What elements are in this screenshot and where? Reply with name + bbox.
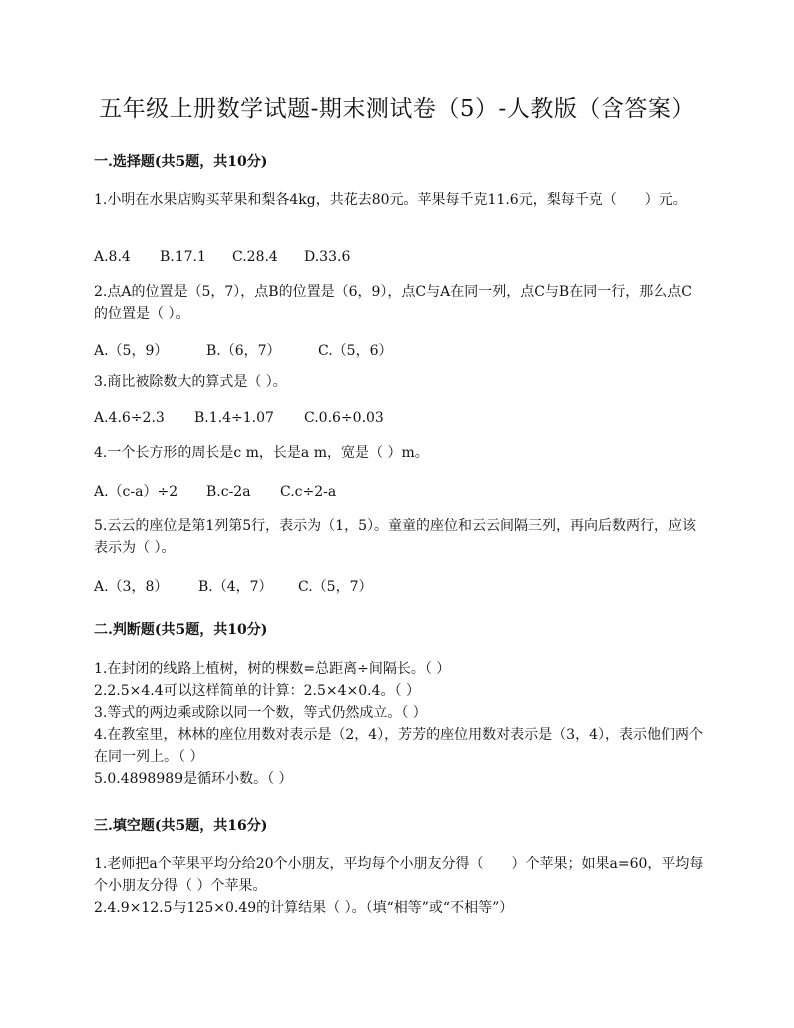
- section-heading-fill: 三.填空题(共5题，共16分): [94, 818, 268, 834]
- judgment-item: 2.2.5×4.4可以这样简单的计算：2.5×4×0.4。（ ）: [94, 683, 420, 699]
- question-text: 2.点A的位置是（5，7），点B的位置是（6，9），点C与A在同一列，点C与B在同一行，那么点C的位置是（ ）。: [94, 284, 692, 322]
- page-title: 五年级上册数学试题-期末测试卷（5）-人教版（含答案）: [99, 96, 695, 122]
- option-b: B.c-2a: [206, 484, 251, 500]
- question-text: 5.云云的座位是第1列第5行，表示为（1，5）。童童的座位和云云间隔三列，再向后数两行，应该表示为（ ）。: [94, 518, 696, 556]
- option-b: B.17.1: [160, 249, 206, 265]
- judgment-item: 4.在教室里，林林的座位用数对表示是（2，4），芳芳的座位用数对表示是（3，4），表示他们两个在同一列上。（ ）: [94, 727, 703, 765]
- judgment-item: 1.在封闭的线路上植树，树的棵数=总距离÷间隔长。（ ）: [94, 661, 451, 677]
- judgment-item: 3.等式的两边乘或除以同一个数，等式仍然成立。（ ）: [94, 705, 427, 721]
- option-c: C.c÷2-a: [280, 484, 337, 500]
- option-d: D.33.6: [304, 249, 351, 265]
- section-heading-choice: 一.选择题(共5题，共10分): [94, 154, 268, 170]
- section-heading-judgment: 二.判断题(共5题，共10分): [94, 622, 268, 638]
- question-text: 1.小明在水果店购买苹果和梨各4kg，共花去80元。苹果每千克11.6元，梨每千克（ ）元。: [94, 192, 687, 208]
- option-a: A.（5，9）: [94, 343, 169, 359]
- option-b: B.1.4÷1.07: [194, 410, 274, 426]
- option-c: C.（5，7）: [298, 579, 373, 595]
- options-row: [94, 576, 372, 596]
- fill-item: 2.4.9×12.5与125×0.49的计算结果（ ）。（填“相等”或“不相等”）: [94, 900, 514, 916]
- option-a: A.（c-a）÷2: [94, 484, 179, 500]
- option-c: C.（5，6）: [318, 343, 393, 359]
- question-text: 3.商比被除数大的算式是（ ）。: [94, 374, 287, 390]
- option-a: A.8.4: [94, 249, 131, 265]
- fill-item: 1.老师把a个苹果平均分给20个小朋友，平均每个小朋友分得（ ）个苹果；如果a=60，平均每个小朋友分得（ ）个苹果。: [94, 856, 704, 894]
- options-row: [94, 481, 336, 501]
- options-row: [94, 340, 392, 360]
- question-text: 4.一个长方形的周长是c m，长是a m，宽是（ ）m。: [94, 445, 429, 461]
- option-c: C.28.4: [232, 249, 278, 265]
- option-b: B.（4，7）: [198, 579, 273, 595]
- option-a: A.（3，8）: [94, 579, 169, 595]
- judgment-item: 5.0.4898989是循环小数。（ ）: [94, 771, 293, 787]
- option-a: A.4.6÷2.3: [94, 410, 165, 426]
- option-b: B.（6，7）: [206, 343, 281, 359]
- option-c: C.0.6÷0.03: [304, 410, 384, 426]
- options-row: [94, 410, 384, 426]
- options-row: [94, 249, 350, 265]
